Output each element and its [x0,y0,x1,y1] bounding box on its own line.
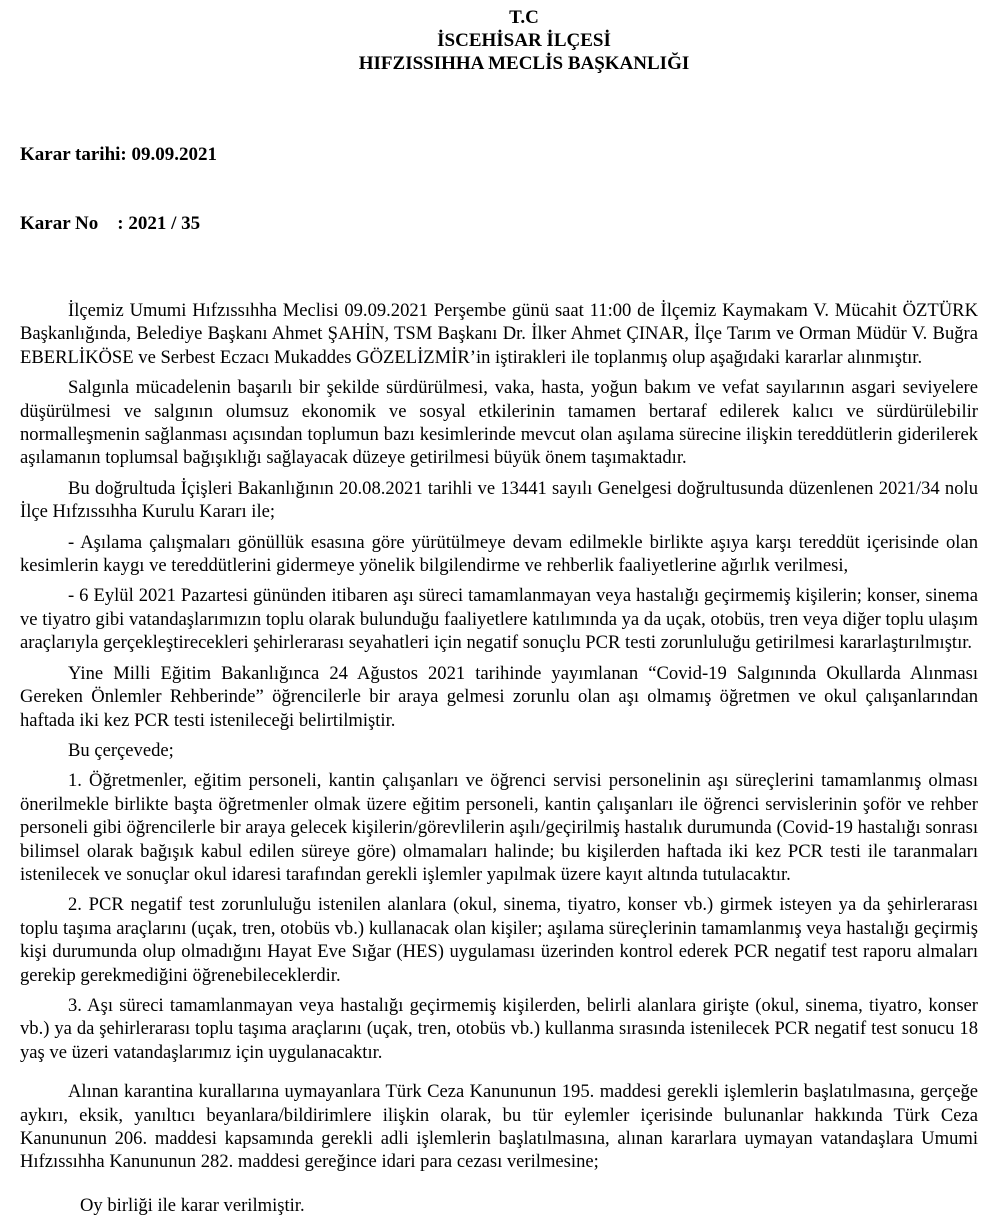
paragraph-intro: İlçemiz Umumi Hıfzıssıhha Meclisi 09.09.2021 Perşembe günü saat 11:00 de İlçemiz Kaymakam V. Mücahit ÖZTÜRK Başkanlığında, Belediye Başkanı Ahmet ŞAHİN, TSM Başkanı Dr. İlker Ahmet ÇINAR, İlçe Tarım ve Orman Müdür V. Buğra EBERLİKÖSE ve Serbest Eczacı Mukaddes GÖZELİZMİR’in iştirakleri ile toplanmış olup aşağıdaki kararlar alınmıştır. [20,300,978,368]
header-district: İSCEHİSAR İLÇESİ [437,30,611,51]
decision-meta [20,97,978,281]
paragraph-bullet-2: - 6 Eylül 2021 Pazartesi gününden itibaren aşı süreci tamamlanmayan veya hastalığı geçirmemiş kişilerin; konser, sinema ve tiyatro gibi vatandaşlarımızın toplu olarak bulunduğu faaliyetlere katılımında ya da uçak, otobüs, tren veya diğer toplu ulaşım araçlarıyla gerçekleştirecekleri şehirlerarası seyahatleri için negatif sonuçlu PCR testi zorunluluğu getirilmesi kararlaştırılmıştır. [20,585,978,654]
decision-body [20,299,978,1217]
paragraph-penalties: Alınan karantina kurallarına uymayanlara Türk Ceza Kanununun 195. maddesi gerekli işlemlerin başlatılmasına, gerçeğe aykırı, eksik, yanıltıcı beyanlara/bildirimlere ilişkin olarak, bu tür eylemler içerisinde bulunanlar hakkında Türk Ceza Kanununun 206. maddesi kapsamında gerekli adli işlemlerin başlatılmasına, alınan kararlara uymayan vatandaşlara Umumi Hıfzıssıhha Kanununun 282. maddesi gereğince idari para cezası verilmesine; [20,1081,978,1173]
paragraph-item-1: 1. Öğretmenler, eğitim personeli, kantin çalışanları ve öğrenci servisi personelinin aşı süreçlerini tamamlanmış olması önerilmekle birlikte başta öğretmenler olmak üzere eğitim personeli, kantin çalışanları ile öğrenci servislerinin şoför ve rehber personeli gibi öğrencilerle bir araya gelecek kişilerin/görevlilerin aşılı/geçirilmiş hastalık durumunda (Covid-19 hastalığı sonrası bilimsel olarak bağışık kabul edilen süreye göre) olmamaları halinde; bu kişilerden haftada iki kez PCR testi ile taranmaları istenilecek ve sonuçlar okul idaresi tarafından gerekli işlemler yapılmak üzere kayıt altında tutulacaktır. [20,770,978,885]
document-header [70,6,978,75]
paragraph-item-2: 2. PCR negatif test zorunluluğu istenilen alanlara (okul, sinema, tiyatro, konser vb.) girmek isteyen ya da şehirlerarası toplu taşıma araçlarını (uçak, tren, otobüs vb.) kullanacak olan kişiler; aşılama süreçlerinin tamamlanmış veya hastalığı geçirmiş kişi durumunda olup olmadığını Hayat Eve Sığar (HES) uygulaması üzerinden kontrol ederek PCR negatif test raporu almaları gerekip gerekmediğini öğrenebileceklerdir. [20,894,978,986]
paragraph-education-ministry: Yine Milli Eğitim Bakanlığınca 24 Ağustos 2021 tarihinde yayımlanan “Covid-19 Salgınında Okullarda Alınması Gereken Önlemler Rehberinde” öğrencilerle bir araya gelmesi zorunlu olan aşı olmamış öğretmen ve okul çalışanlarından haftada iki kez PCR testi istenileceği belirtilmiştir. [20,662,978,731]
decision-number: Karar No : 2021 / 35 [20,213,201,234]
paragraph-bullet-1: - Aşılama çalışmaları gönüllük esasına göre yürütülmeye devam edilmekle birlikte aşıya karşı tereddüt içerisinde olan kesimlerin kaygı ve tereddütlerini gidermeye yönelik bilgilendirme ve rehberlik faaliyetlerine ağırlık verilmesi, [20,531,978,577]
decision-document [20,6,978,1224]
paragraph-framework: Bu çerçevede; [68,739,174,761]
paragraph-item-3: 3. Aşı süreci tamamlanmayan veya hastalığı geçirmemiş kişilerden, belirli alanlara girişte (okul, sinema, tiyatro, konser vb.) ya da şehirlerarası toplu taşıma araçlarını (uçak, tren, otobüs vb.) kullanma sırasında istenilecek PCR negatif test sonucu 18 yaş ve üzeri vatandaşlarımız için uygulanacaktır. [20,994,978,1063]
paragraph-conclusion: Oy birliği ile karar verilmiştir. [80,1194,305,1216]
paragraph-reference: Bu doğrultuda İçişleri Bakanlığının 20.08.2021 tarihli ve 13441 sayılı Genelgesi doğrultusunda düzenlenen 2021/34 nolu İlçe Hıfzıssıhha Kurulu Kararı ile; [20,477,978,523]
header-council: HIFZISSIHHA MECLİS BAŞKANLIĞI [358,53,690,74]
decision-date: Karar tarihi: 09.09.2021 [20,144,218,165]
header-country: T.C [509,7,539,28]
paragraph-purpose: Salgınla mücadelenin başarılı bir şekilde sürdürülmesi, vaka, hasta, yoğun bakım ve vefat sayılarının asgari seviyelere düşürülmesi ve salgının olumsuz ekonomik ve sosyal etkilerinin tamamen bertaraf edilerek kalıcı ve sürdürülebilir normalleşmenin sağlanması açısından toplumun bazı kesimlerinde mevcut olan aşılama sürecine ilişkin tereddütlerin giderilerek aşılamanın toplumsal bağışıklığı sağlayacak düzeye getirilmesi büyük önem taşımaktadır. [20,377,978,469]
